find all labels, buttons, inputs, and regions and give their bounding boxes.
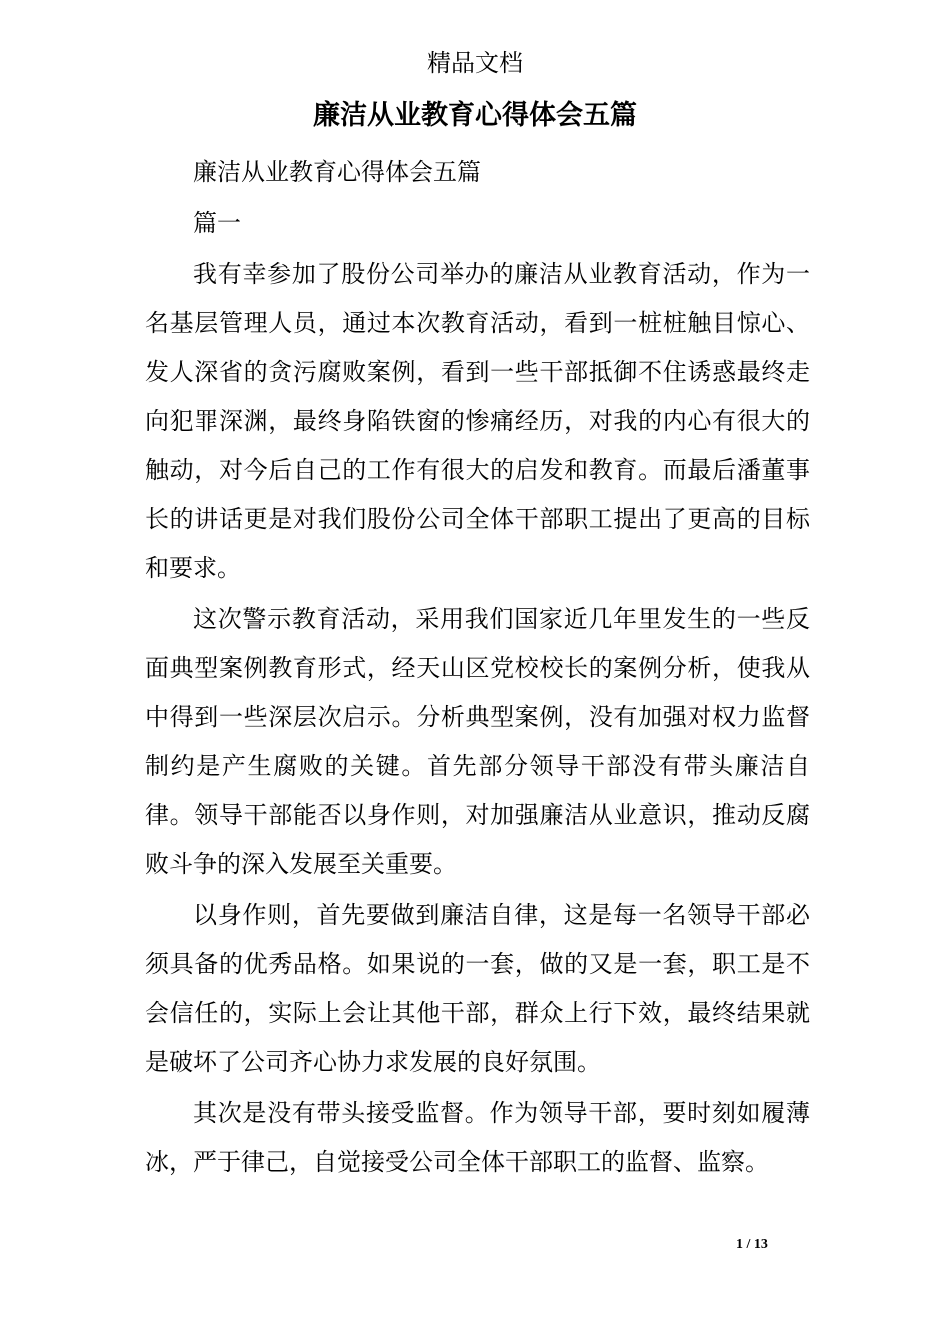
section-heading: 篇一 (193, 209, 241, 237)
paragraph: 这次警示教育活动，采用我们国家近几年里发生的一些反面典型案例教育形式，经天山区党校校长的案例分析，使我从中得到一些深层次启示。分析典型案例，没有加强对权力监督制约是产生腐败的关键。首先部分领导干部没有带头廉洁自律。领导干部能否以身作则，对加强廉洁从业意识，推动反腐败斗争的深入发展至关重要。 (145, 605, 810, 878)
paragraph: 我有幸参加了股份公司举办的廉洁从业教育活动，作为一名基层管理人员，通过本次教育活动，看到一桩桩触目惊心、发人深省的贪污腐败案例，看到一些干部抵御不住诱惑最终走向犯罪深渊，最终身陷铁窗的惨痛经历，对我的内心有很大的触动，对今后自己的工作有很大的启发和教育。而最后潘董事长的讲话更是对我们股份公司全体干部职工提出了更高的目标和要求。 (145, 260, 810, 582)
document-subtitle: 廉洁从业教育心得体会五篇 (193, 158, 481, 186)
page-header: 精品文档 (427, 49, 523, 77)
document-title: 廉洁从业教育心得体会五篇 (313, 100, 637, 131)
page-number: 1 / 13 (736, 1237, 768, 1252)
document-body (145, 148, 810, 1187)
paragraph: 以身作则，首先要做到廉洁自律，这是每一名领导干部必须具备的优秀品格。如果说的一套，做的又是一套，职工是不会信任的，实际上会让其他干部，群众上行下效，最终结果就是破坏了公司齐心协力求发展的良好氛围。 (145, 901, 810, 1076)
paragraph: 其次是没有带头接受监督。作为领导干部，要时刻如履薄冰，严于律己，自觉接受公司全体干部职工的监督、监察。 (145, 1099, 810, 1176)
